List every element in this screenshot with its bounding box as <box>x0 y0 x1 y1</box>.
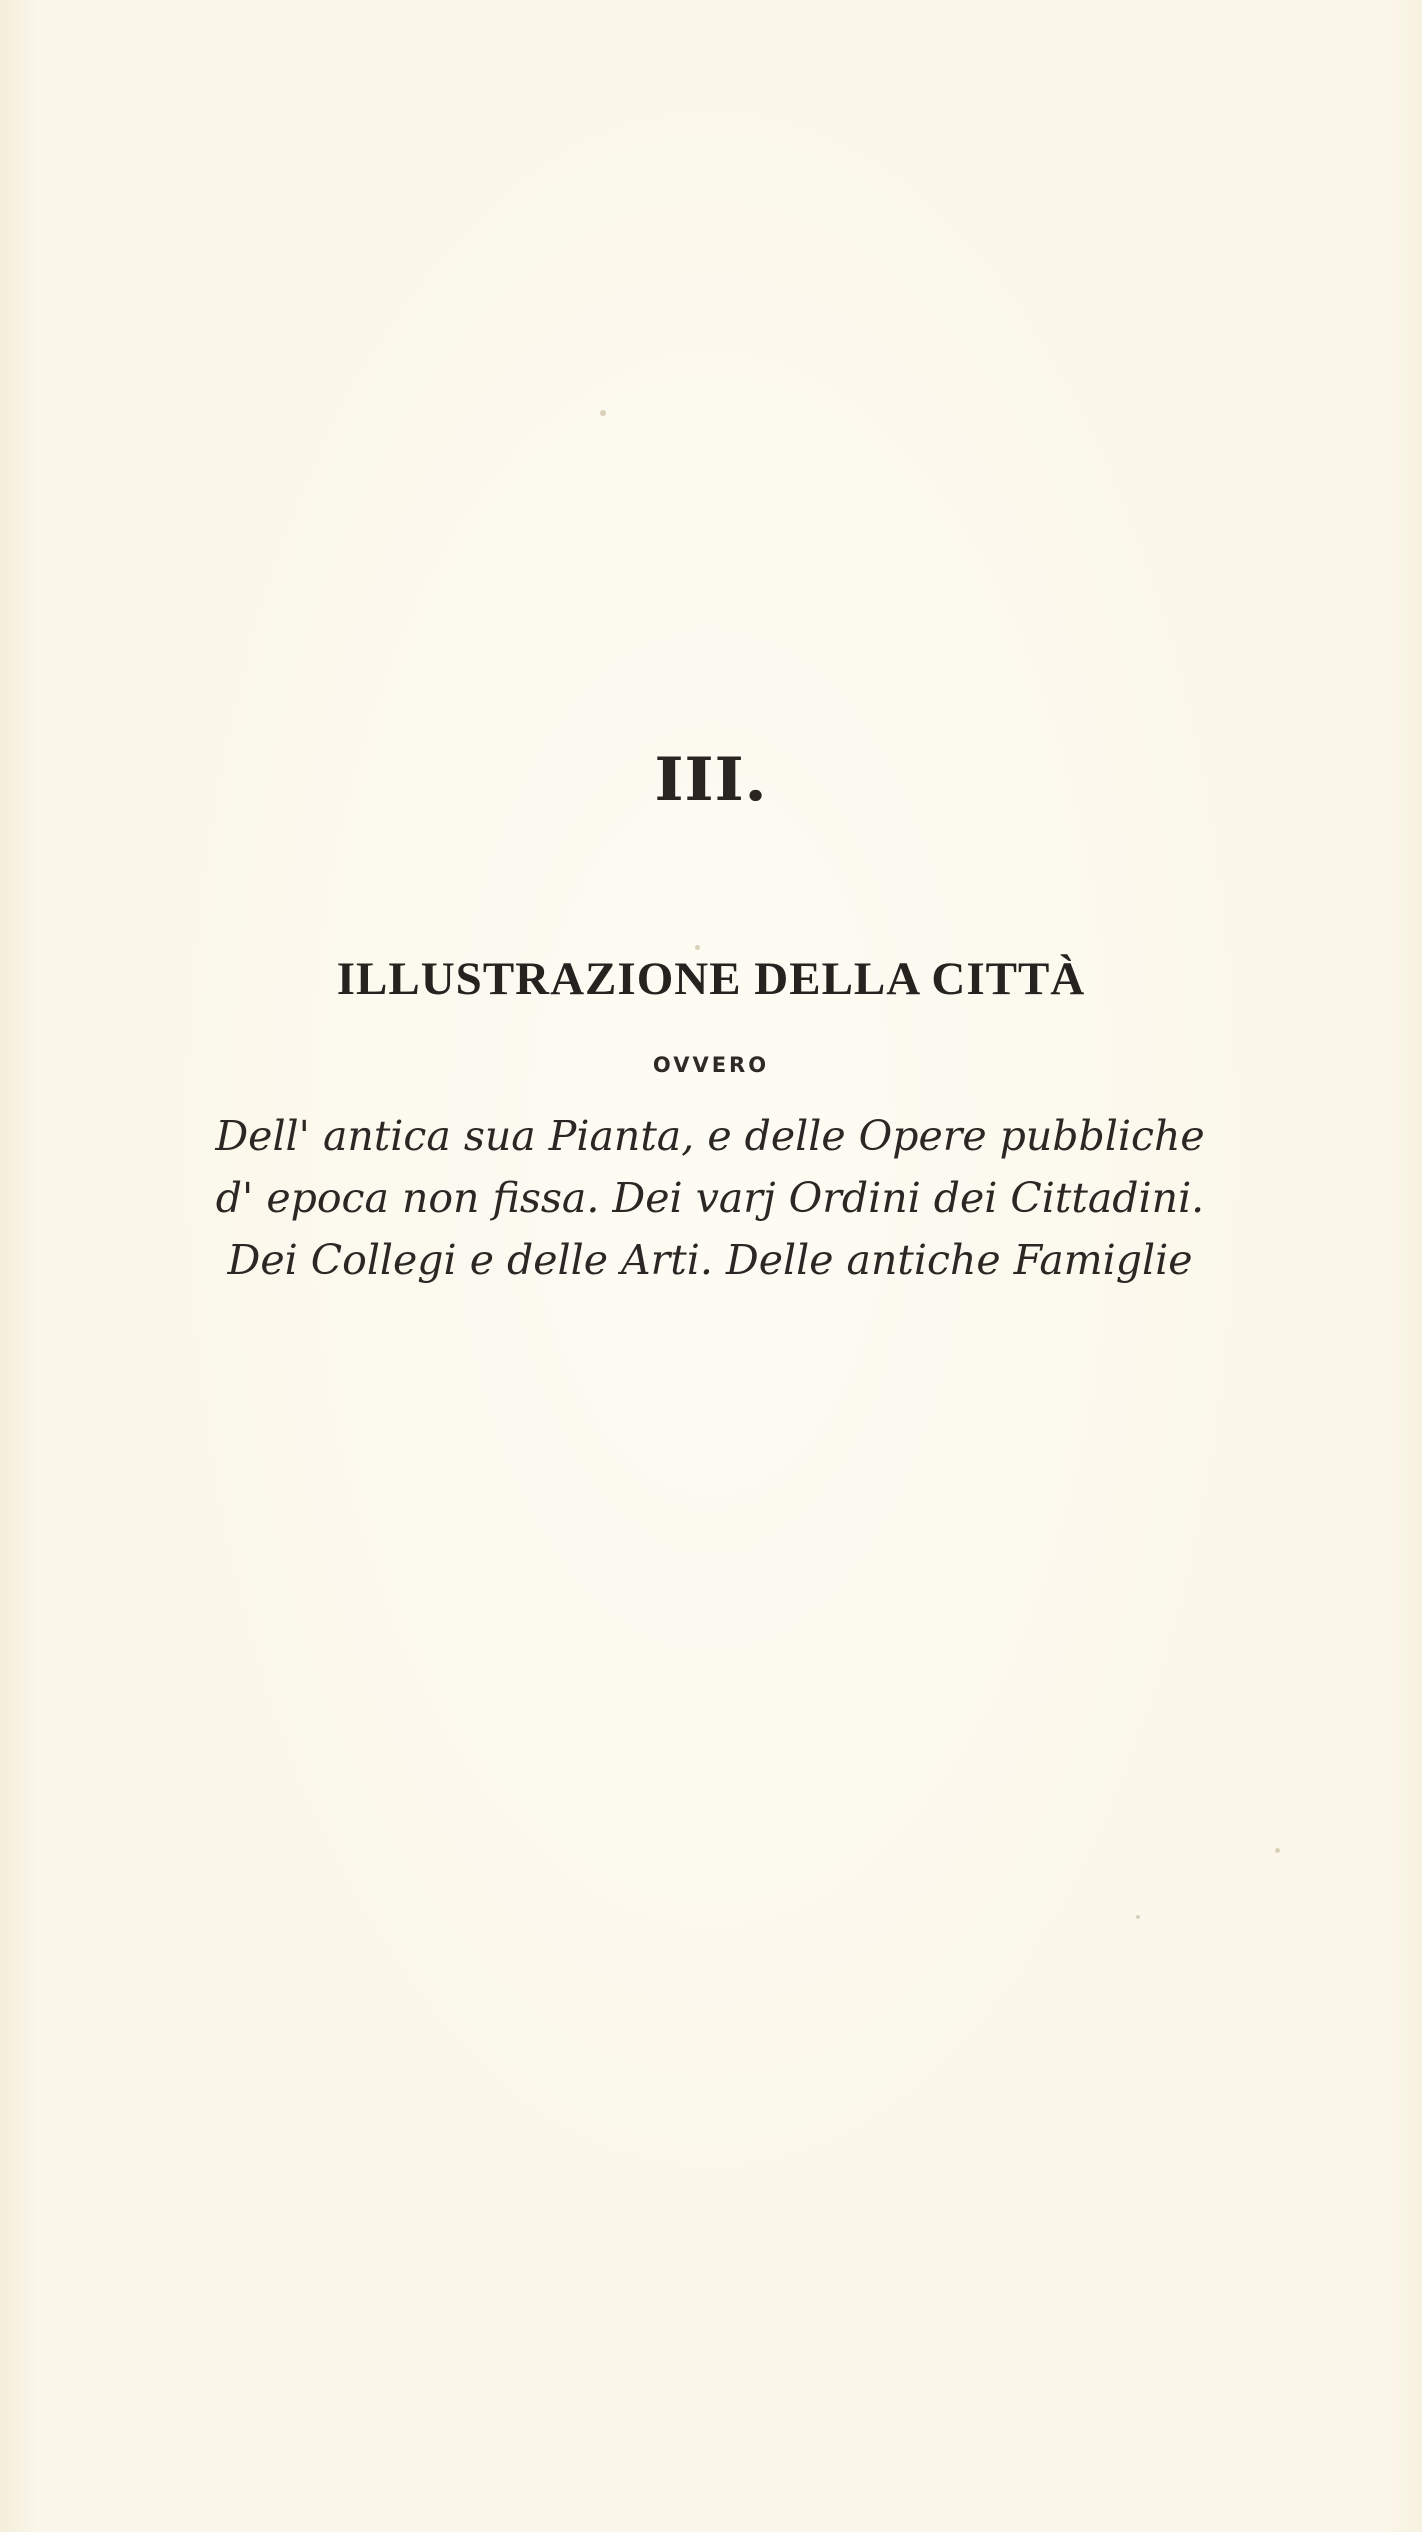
subtitle: OVVERO <box>652 1053 770 1077</box>
paper-speck <box>1136 1915 1140 1919</box>
paper-speck <box>695 945 700 950</box>
chapter-title: ILLUSTRAZIONE DELLA CITTÀ <box>336 953 1086 1005</box>
chapter-description <box>180 1105 1240 1291</box>
description-line-1: Dell' antica sua Pianta, e delle Opere pubbliche <box>215 1112 1205 1160</box>
paper-speck <box>1275 1848 1280 1853</box>
part-number: III. <box>654 745 768 815</box>
paper-speck <box>600 410 606 416</box>
description-line-2: d' epoca non fissa. Dei varj Ordini dei Cittadini. <box>215 1174 1205 1222</box>
description-line-3: Dei Collegi e delle Arti. Delle antiche Famiglie <box>227 1236 1193 1284</box>
